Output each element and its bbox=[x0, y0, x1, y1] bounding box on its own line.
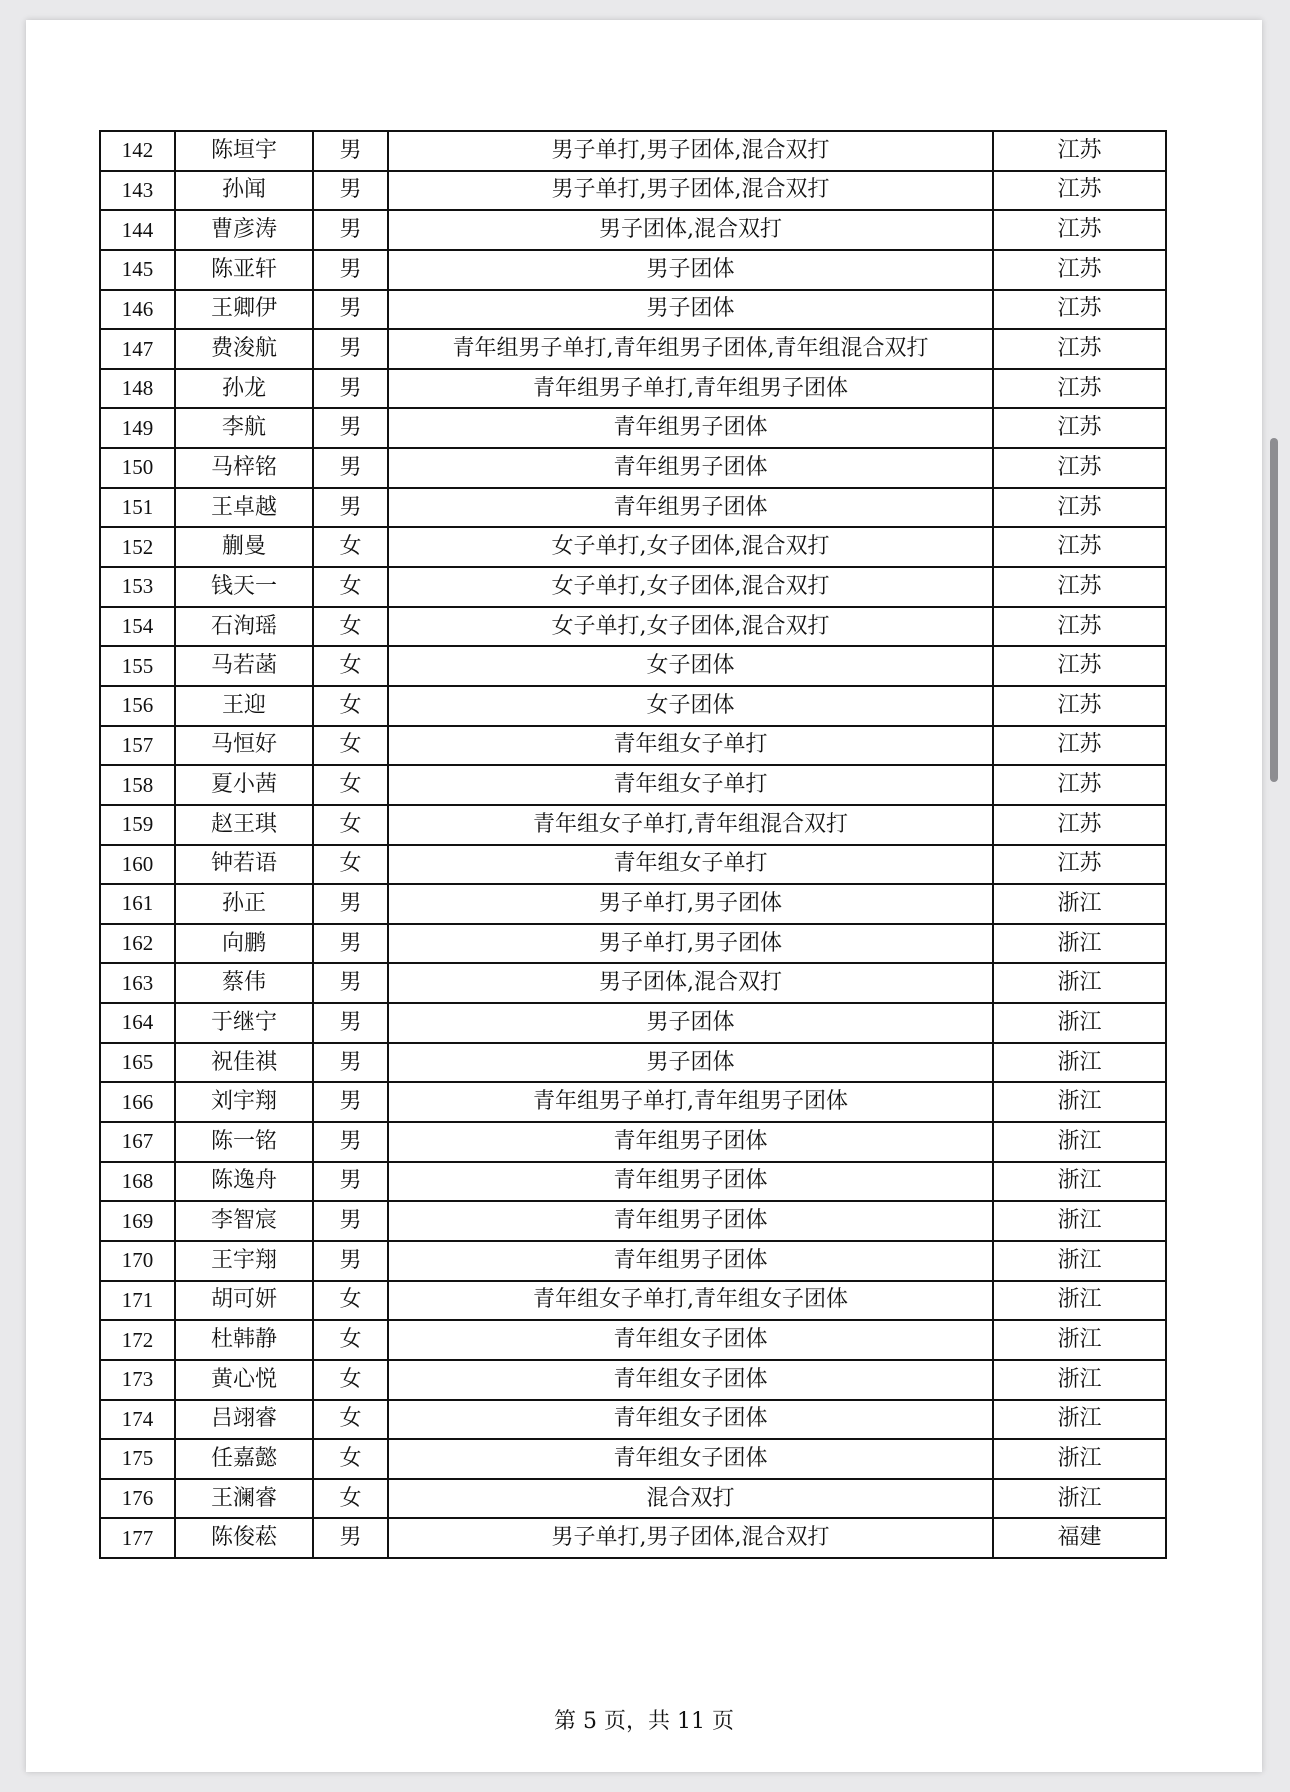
cell-province: 浙江 bbox=[993, 1281, 1166, 1321]
table-row bbox=[100, 171, 1166, 211]
cell-number: 142 bbox=[100, 131, 175, 171]
table-row bbox=[100, 607, 1166, 647]
cell-events: 男子单打,男子团体 bbox=[388, 924, 993, 964]
cell-number: 146 bbox=[100, 290, 175, 330]
cell-number: 158 bbox=[100, 765, 175, 805]
cell-province: 浙江 bbox=[993, 1162, 1166, 1202]
cell-province: 江苏 bbox=[993, 527, 1166, 567]
cell-gender: 男 bbox=[313, 369, 388, 409]
cell-gender: 女 bbox=[313, 686, 388, 726]
cell-events: 青年组男子团体 bbox=[388, 1162, 993, 1202]
cell-events: 青年组女子单打,青年组女子团体 bbox=[388, 1281, 993, 1321]
cell-name: 王澜睿 bbox=[175, 1479, 313, 1519]
cell-gender: 男 bbox=[313, 448, 388, 488]
cell-gender: 男 bbox=[313, 963, 388, 1003]
cell-name: 李航 bbox=[175, 408, 313, 448]
cell-events: 男子团体 bbox=[388, 290, 993, 330]
cell-events: 青年组女子单打 bbox=[388, 726, 993, 766]
cell-gender: 男 bbox=[313, 171, 388, 211]
cell-province: 浙江 bbox=[993, 963, 1166, 1003]
table-row bbox=[100, 448, 1166, 488]
cell-number: 144 bbox=[100, 210, 175, 250]
table-row bbox=[100, 646, 1166, 686]
cell-name: 钟若语 bbox=[175, 845, 313, 885]
cell-province: 江苏 bbox=[993, 726, 1166, 766]
cell-name: 杜韩静 bbox=[175, 1320, 313, 1360]
cell-number: 173 bbox=[100, 1360, 175, 1400]
cell-gender: 男 bbox=[313, 329, 388, 369]
cell-events: 男子团体 bbox=[388, 1003, 993, 1043]
cell-number: 156 bbox=[100, 686, 175, 726]
cell-province: 福建 bbox=[993, 1518, 1166, 1558]
cell-events: 男子单打,男子团体,混合双打 bbox=[388, 171, 993, 211]
cell-province: 浙江 bbox=[993, 1241, 1166, 1281]
cell-province: 浙江 bbox=[993, 884, 1166, 924]
cell-gender: 女 bbox=[313, 805, 388, 845]
cell-name: 费浚航 bbox=[175, 329, 313, 369]
cell-name: 夏小茜 bbox=[175, 765, 313, 805]
cell-gender: 女 bbox=[313, 1281, 388, 1321]
cell-province: 江苏 bbox=[993, 567, 1166, 607]
table-row bbox=[100, 210, 1166, 250]
table-row bbox=[100, 1162, 1166, 1202]
cell-gender: 男 bbox=[313, 1082, 388, 1122]
table-row bbox=[100, 329, 1166, 369]
cell-province: 江苏 bbox=[993, 488, 1166, 528]
vertical-scrollbar[interactable] bbox=[1270, 438, 1278, 782]
cell-number: 147 bbox=[100, 329, 175, 369]
cell-events: 男子单打,男子团体,混合双打 bbox=[388, 1518, 993, 1558]
cell-name: 黄心悦 bbox=[175, 1360, 313, 1400]
cell-name: 陈垣宇 bbox=[175, 131, 313, 171]
cell-gender: 男 bbox=[313, 1201, 388, 1241]
cell-events: 青年组男子团体 bbox=[388, 1241, 993, 1281]
cell-gender: 女 bbox=[313, 1320, 388, 1360]
cell-gender: 男 bbox=[313, 290, 388, 330]
cell-events: 青年组男子团体 bbox=[388, 488, 993, 528]
table-row bbox=[100, 765, 1166, 805]
cell-name: 向鹏 bbox=[175, 924, 313, 964]
roster-body bbox=[100, 131, 1166, 1558]
cell-events: 青年组女子单打,青年组混合双打 bbox=[388, 805, 993, 845]
cell-province: 浙江 bbox=[993, 1043, 1166, 1083]
cell-gender: 女 bbox=[313, 1360, 388, 1400]
cell-number: 151 bbox=[100, 488, 175, 528]
cell-events: 青年组男子单打,青年组男子团体 bbox=[388, 369, 993, 409]
cell-name: 王卿伊 bbox=[175, 290, 313, 330]
cell-gender: 男 bbox=[313, 1043, 388, 1083]
table-row bbox=[100, 567, 1166, 607]
cell-province: 江苏 bbox=[993, 448, 1166, 488]
cell-name: 李智宸 bbox=[175, 1201, 313, 1241]
cell-name: 孙闻 bbox=[175, 171, 313, 211]
cell-number: 152 bbox=[100, 527, 175, 567]
table-row bbox=[100, 250, 1166, 290]
cell-events: 女子单打,女子团体,混合双打 bbox=[388, 527, 993, 567]
cell-number: 162 bbox=[100, 924, 175, 964]
cell-name: 孙正 bbox=[175, 884, 313, 924]
cell-gender: 男 bbox=[313, 210, 388, 250]
table-row bbox=[100, 1479, 1166, 1519]
cell-number: 170 bbox=[100, 1241, 175, 1281]
cell-province: 江苏 bbox=[993, 646, 1166, 686]
table-row bbox=[100, 884, 1166, 924]
cell-province: 江苏 bbox=[993, 686, 1166, 726]
cell-province: 江苏 bbox=[993, 290, 1166, 330]
cell-name: 陈一铭 bbox=[175, 1122, 313, 1162]
cell-name: 曹彦涛 bbox=[175, 210, 313, 250]
cell-events: 青年组女子团体 bbox=[388, 1439, 993, 1479]
table-row bbox=[100, 527, 1166, 567]
cell-province: 江苏 bbox=[993, 131, 1166, 171]
cell-events: 男子单打,男子团体,混合双打 bbox=[388, 131, 993, 171]
cell-number: 157 bbox=[100, 726, 175, 766]
cell-number: 149 bbox=[100, 408, 175, 448]
table-row bbox=[100, 488, 1166, 528]
table-row bbox=[100, 1281, 1166, 1321]
cell-number: 148 bbox=[100, 369, 175, 409]
cell-province: 江苏 bbox=[993, 329, 1166, 369]
table-row bbox=[100, 369, 1166, 409]
cell-number: 174 bbox=[100, 1400, 175, 1440]
cell-number: 168 bbox=[100, 1162, 175, 1202]
cell-number: 154 bbox=[100, 607, 175, 647]
cell-gender: 女 bbox=[313, 1479, 388, 1519]
cell-gender: 男 bbox=[313, 488, 388, 528]
cell-number: 163 bbox=[100, 963, 175, 1003]
cell-gender: 女 bbox=[313, 765, 388, 805]
cell-events: 青年组男子单打,青年组男子团体 bbox=[388, 1082, 993, 1122]
cell-gender: 女 bbox=[313, 1439, 388, 1479]
cell-events: 青年组男子团体 bbox=[388, 1122, 993, 1162]
cell-name: 胡可妍 bbox=[175, 1281, 313, 1321]
cell-events: 男子单打,男子团体 bbox=[388, 884, 993, 924]
cell-number: 172 bbox=[100, 1320, 175, 1360]
cell-number: 166 bbox=[100, 1082, 175, 1122]
table-row bbox=[100, 1241, 1166, 1281]
table-row bbox=[100, 1082, 1166, 1122]
table-row bbox=[100, 1122, 1166, 1162]
cell-number: 175 bbox=[100, 1439, 175, 1479]
document-page bbox=[26, 20, 1262, 1772]
cell-number: 155 bbox=[100, 646, 175, 686]
table-row bbox=[100, 1320, 1166, 1360]
table-row bbox=[100, 686, 1166, 726]
table-row bbox=[100, 1518, 1166, 1558]
cell-gender: 男 bbox=[313, 1122, 388, 1162]
cell-events: 女子单打,女子团体,混合双打 bbox=[388, 567, 993, 607]
cell-number: 167 bbox=[100, 1122, 175, 1162]
cell-events: 男子团体,混合双打 bbox=[388, 963, 993, 1003]
cell-number: 169 bbox=[100, 1201, 175, 1241]
cell-events: 青年组男子单打,青年组男子团体,青年组混合双打 bbox=[388, 329, 993, 369]
cell-gender: 女 bbox=[313, 1400, 388, 1440]
cell-province: 江苏 bbox=[993, 845, 1166, 885]
cell-province: 浙江 bbox=[993, 1360, 1166, 1400]
cell-events: 青年组男子团体 bbox=[388, 1201, 993, 1241]
cell-name: 陈逸舟 bbox=[175, 1162, 313, 1202]
cell-province: 浙江 bbox=[993, 924, 1166, 964]
table-row bbox=[100, 1043, 1166, 1083]
cell-number: 161 bbox=[100, 884, 175, 924]
table-row bbox=[100, 845, 1166, 885]
cell-number: 159 bbox=[100, 805, 175, 845]
cell-name: 蔡伟 bbox=[175, 963, 313, 1003]
cell-gender: 男 bbox=[313, 250, 388, 290]
cell-gender: 男 bbox=[313, 1241, 388, 1281]
cell-number: 164 bbox=[100, 1003, 175, 1043]
cell-number: 177 bbox=[100, 1518, 175, 1558]
cell-gender: 女 bbox=[313, 567, 388, 607]
cell-province: 浙江 bbox=[993, 1400, 1166, 1440]
cell-events: 女子团体 bbox=[388, 686, 993, 726]
cell-province: 江苏 bbox=[993, 369, 1166, 409]
cell-gender: 男 bbox=[313, 1518, 388, 1558]
cell-name: 陈俊菘 bbox=[175, 1518, 313, 1558]
cell-events: 混合双打 bbox=[388, 1479, 993, 1519]
cell-gender: 男 bbox=[313, 408, 388, 448]
page-indicator: 第 5 页，共 11 页 bbox=[554, 1709, 734, 1734]
cell-gender: 女 bbox=[313, 607, 388, 647]
cell-province: 浙江 bbox=[993, 1082, 1166, 1122]
cell-name: 马恒好 bbox=[175, 726, 313, 766]
cell-number: 150 bbox=[100, 448, 175, 488]
table-row bbox=[100, 1360, 1166, 1400]
cell-events: 女子单打,女子团体,混合双打 bbox=[388, 607, 993, 647]
cell-events: 男子团体 bbox=[388, 250, 993, 290]
cell-name: 任嘉懿 bbox=[175, 1439, 313, 1479]
cell-province: 浙江 bbox=[993, 1122, 1166, 1162]
cell-name: 祝佳祺 bbox=[175, 1043, 313, 1083]
cell-name: 钱天一 bbox=[175, 567, 313, 607]
cell-number: 145 bbox=[100, 250, 175, 290]
athlete-roster-table bbox=[99, 130, 1167, 1559]
cell-province: 江苏 bbox=[993, 607, 1166, 647]
cell-events: 青年组女子团体 bbox=[388, 1360, 993, 1400]
cell-events: 青年组男子团体 bbox=[388, 408, 993, 448]
table-row bbox=[100, 805, 1166, 845]
cell-province: 江苏 bbox=[993, 805, 1166, 845]
table-row bbox=[100, 131, 1166, 171]
cell-number: 160 bbox=[100, 845, 175, 885]
cell-name: 孙龙 bbox=[175, 369, 313, 409]
cell-name: 王卓越 bbox=[175, 488, 313, 528]
cell-province: 江苏 bbox=[993, 765, 1166, 805]
cell-events: 青年组女子团体 bbox=[388, 1320, 993, 1360]
cell-gender: 女 bbox=[313, 726, 388, 766]
cell-number: 165 bbox=[100, 1043, 175, 1083]
table-row bbox=[100, 1201, 1166, 1241]
cell-number: 171 bbox=[100, 1281, 175, 1321]
cell-name: 刘宇翔 bbox=[175, 1082, 313, 1122]
cell-events: 青年组女子单打 bbox=[388, 765, 993, 805]
cell-province: 浙江 bbox=[993, 1439, 1166, 1479]
cell-number: 176 bbox=[100, 1479, 175, 1519]
table-row bbox=[100, 924, 1166, 964]
cell-events: 青年组男子团体 bbox=[388, 448, 993, 488]
cell-name: 石洵瑶 bbox=[175, 607, 313, 647]
cell-name: 马梓铭 bbox=[175, 448, 313, 488]
cell-events: 女子团体 bbox=[388, 646, 993, 686]
cell-province: 江苏 bbox=[993, 171, 1166, 211]
cell-province: 浙江 bbox=[993, 1320, 1166, 1360]
table-row bbox=[100, 408, 1166, 448]
cell-name: 蒯曼 bbox=[175, 527, 313, 567]
table-row bbox=[100, 1400, 1166, 1440]
cell-number: 143 bbox=[100, 171, 175, 211]
cell-events: 男子团体 bbox=[388, 1043, 993, 1083]
cell-province: 江苏 bbox=[993, 250, 1166, 290]
cell-gender: 男 bbox=[313, 131, 388, 171]
cell-name: 于继宁 bbox=[175, 1003, 313, 1043]
cell-gender: 女 bbox=[313, 527, 388, 567]
cell-province: 浙江 bbox=[993, 1201, 1166, 1241]
cell-events: 青年组女子单打 bbox=[388, 845, 993, 885]
cell-name: 王迎 bbox=[175, 686, 313, 726]
table-row bbox=[100, 963, 1166, 1003]
cell-gender: 男 bbox=[313, 1162, 388, 1202]
cell-province: 江苏 bbox=[993, 210, 1166, 250]
cell-number: 153 bbox=[100, 567, 175, 607]
cell-name: 赵王琪 bbox=[175, 805, 313, 845]
cell-province: 浙江 bbox=[993, 1003, 1166, 1043]
cell-name: 马若菡 bbox=[175, 646, 313, 686]
cell-province: 江苏 bbox=[993, 408, 1166, 448]
cell-name: 王宇翔 bbox=[175, 1241, 313, 1281]
cell-name: 吕翊睿 bbox=[175, 1400, 313, 1440]
table-row bbox=[100, 290, 1166, 330]
cell-gender: 男 bbox=[313, 884, 388, 924]
table-row bbox=[100, 726, 1166, 766]
cell-gender: 男 bbox=[313, 924, 388, 964]
cell-gender: 男 bbox=[313, 1003, 388, 1043]
table-row bbox=[100, 1003, 1166, 1043]
table-row bbox=[100, 1439, 1166, 1479]
cell-gender: 女 bbox=[313, 845, 388, 885]
cell-events: 青年组女子团体 bbox=[388, 1400, 993, 1440]
cell-province: 浙江 bbox=[993, 1479, 1166, 1519]
cell-events: 男子团体,混合双打 bbox=[388, 210, 993, 250]
cell-gender: 女 bbox=[313, 646, 388, 686]
cell-name: 陈亚轩 bbox=[175, 250, 313, 290]
